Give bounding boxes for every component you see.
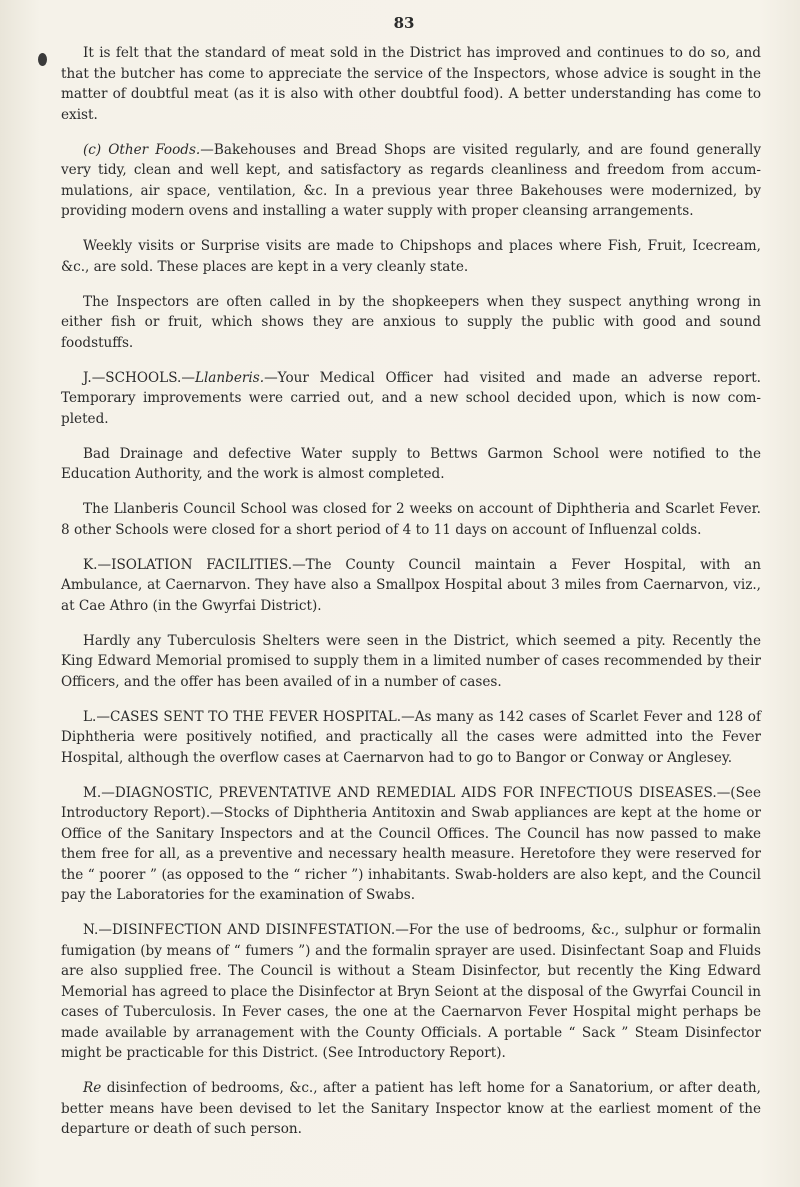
- paragraph-other-foods: [61, 140, 761, 222]
- paragraph-text: —The County Council maintain a Fever Hospital, with an Ambulance, at Caernarvon. They have also a Smallpox Hospital about 3 miles from Caernarvon, viz., at Cae Athro (in the Gwyrfai District).: [61, 556, 762, 614]
- paragraph-inspectors: [61, 292, 761, 354]
- paragraph-chipshops: [61, 236, 761, 277]
- paragraph-text: —As many as 142 cases of Scarlet Fever and 128 of Diphtheria were positively notified, and practically all the cases were admitted into the Fever Hospital, although the overflow cases at Caernarvon had to go to Bangor or Conway or Anglesey.: [61, 708, 762, 766]
- paragraph-bad-drainage: [61, 444, 761, 485]
- paragraph-lead: M.—DIAGNOSTIC, PREVENTATIVE AND REMEDIAL AIDS FOR INFECTIOUS DISEASES.: [83, 784, 717, 801]
- paragraph-schools: [61, 368, 761, 430]
- paragraph-text: The Inspectors are often called in by the shopkeepers when they suspect anything wrong in either fish or fruit, which shows they are anxious to supply the public with good and sound foodstuffs.: [61, 293, 761, 351]
- paragraph-lead: K.—ISOLATION FACILITIES.: [83, 556, 293, 573]
- paragraph-text: Bad Drainage and defective Water supply to Bettws Garmon School were notified to the Education Authority, and the work is almost completed.: [61, 445, 761, 482]
- page-number: 83: [393, 14, 415, 32]
- paragraph-re-disinfection: [61, 1078, 761, 1140]
- paragraph-text: disinfection of bedrooms, &c., after a patient has left home for a Sanatorium, or after death, better means have been devised to let the Sanitary Inspector know at the earliest moment of the departure or death of such person.: [61, 1080, 761, 1137]
- paragraph-lead: L.—CASES SENT TO THE FEVER HOSPITAL.: [83, 708, 402, 725]
- paragraph-isolation: [61, 555, 761, 617]
- paragraph-lead: J.—SCHOOLS.—: [83, 369, 195, 386]
- paragraph-lead: N.—DISINFECTION AND DISINFESTATION.: [83, 922, 396, 938]
- paragraph-text: The Llanberis Council School was closed for 2 weeks on account of Diphtheria and Scarlet Fever. 8 other Schools were closed for a short period of 4 to 11 days on account of Influenzal colds.: [61, 501, 761, 538]
- paragraph-fever-hospital: [61, 707, 761, 769]
- paragraph-text: It is felt that the standard of meat sold in the District has improved and continues to do so, and that the butcher has come to appreciate the service of the Inspectors, whose advice is sought in the matter of doubtful meat (as it is also with other doubtful food). A better understanding has come to exist.: [61, 45, 761, 123]
- paragraph-diagnostic-aids: [61, 783, 761, 906]
- paragraph-disinfection: [61, 920, 761, 1064]
- paragraph-text: Weekly visits or Surprise visits are made to Chipshops and places where Fish, Fruit, Icecream, &c., are sold. These places are kept in a very cleanly state.: [61, 238, 761, 275]
- paragraph-text: —(See Introductory Report).—Stocks of Diphtheria Antitoxin and Swab appliances are kept at the home or Office of the Sanitary Inspectors and at the Council Offices. The Council has now passed to make them free for all, as a preventive and necessary health measure. Heretofore they were reserved for the “ poorer ” (as opposed to the “ richer ”) inhabitants. Swab-holders are also kept, and the Council pay the Laboratories for the examination of Swabs.: [61, 784, 761, 903]
- paragraph-text: Hardly any Tuberculosis Shelters were seen in the District, which seemed a pity. Recently the King Edward Memorial promised to supply them in a limited number of cases recommended by their Officers, and the offer has been availed of in a number of cases.: [61, 632, 761, 690]
- punch-hole-mark: [38, 53, 47, 66]
- paragraph-lead-italic: Re: [83, 1080, 102, 1096]
- document-body: [61, 43, 761, 1154]
- paragraph-lead: (c) Other Foods.: [83, 141, 201, 158]
- paragraph-lead-italic: Llanberis.: [194, 369, 265, 386]
- paragraph-school-closures: [61, 499, 761, 540]
- paragraph-text: —Your Medical Officer had visited and made an adverse report. Temporary improvements were carried out, and a new school decided upon, which is now completed.: [61, 369, 761, 427]
- paragraph-meat-standard: [61, 43, 761, 125]
- paragraph-tuberculosis-shelters: [61, 631, 761, 693]
- paragraph-text: —For the use of bedrooms, &c., sulphur or formalin fumigation (by means of “ fumers ”) and the formalin sprayer are used. Disinfectant Soap and Fluids are also supplied free. The Council is without a Steam Disinfector, but recently the King Edward Memorial has agreed to place the Disinfector at Bryn Seiont at the disposal of the Gwyrfai Council in cases of Tuberculosis. In Fever cases, the one at the Caernarvon Fever Hospital might perhaps be made available by arranagement with the County Officials. A portable “ Sack ” Steam Disinfector might be practicable for this District. (See Introductory Report).: [61, 922, 761, 1061]
- paragraph-text: —Bakehouses and Bread Shops are visited regularly, and are found generally very tidy, clean and well kept, and satisfactory as regards cleanliness and freedom from accummulations, air space, ventilation, &c. In a previous year three Bakehouses were modernized, by providing modern ovens and installing a water supply with proper cleansing arrangements.: [61, 141, 762, 219]
